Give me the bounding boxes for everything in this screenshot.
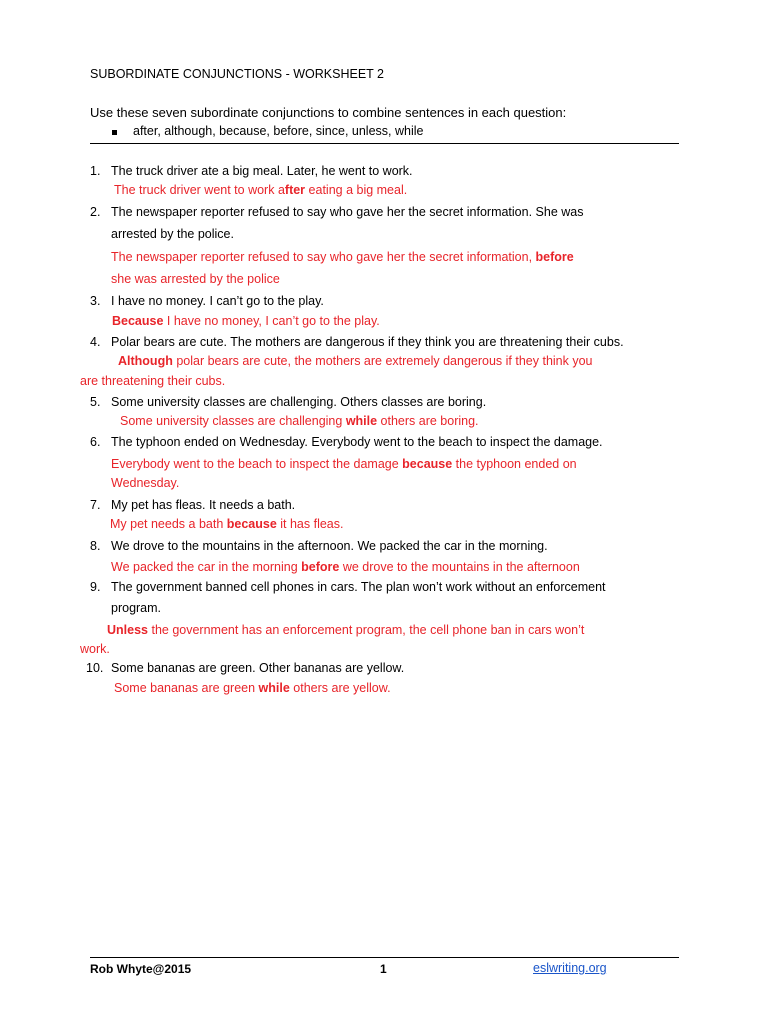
header-divider: [90, 143, 679, 144]
conjunction-list: after, although, because, before, since, unless, while: [133, 124, 424, 138]
answer-text: [111, 560, 580, 574]
answer-pre: The truck driver went to work a: [114, 183, 285, 197]
answer-pre: Some bananas are green: [114, 681, 259, 695]
answer-post: the typhoon ended on: [452, 457, 577, 471]
item-number: 2.: [90, 205, 101, 219]
item-number: 1.: [90, 164, 101, 178]
conjunction-highlight: fter: [284, 183, 306, 197]
item-number: 7.: [90, 498, 101, 512]
question-text: program.: [111, 601, 162, 615]
instructions: Use these seven subordinate conjunctions to combine sentences in each question:: [90, 105, 567, 120]
answer-pre: Some university classes are challenging: [120, 414, 346, 428]
conjunction-highlight: while: [345, 414, 378, 428]
answer-post: the government has an enforcement program, the cell phone ban in cars won’t: [148, 623, 585, 637]
footer-divider: [90, 957, 679, 958]
answer-pre: are threatening their cubs.: [80, 374, 226, 388]
answer-text: [107, 623, 584, 637]
answer-pre: Wednesday.: [111, 476, 180, 490]
question-text: We drove to the mountains in the afternoon. We packed the car in the morning.: [111, 539, 548, 553]
answer-text: [118, 354, 593, 368]
answer-post: I have no money, I can’t go to the play.: [163, 314, 380, 328]
answer-pre: work.: [80, 642, 110, 656]
answer-text: [80, 374, 225, 388]
site-link[interactable]: eslwriting.org: [533, 961, 607, 975]
answer-pre: Everybody went to the beach to inspect the damage: [111, 457, 403, 471]
bullet-icon: [112, 130, 117, 135]
conjunction-highlight: Unless: [107, 623, 148, 637]
question-text: arrested by the police.: [111, 227, 234, 241]
question-text: Polar bears are cute. The mothers are dangerous if they think you are threatening their cubs.: [111, 335, 624, 349]
answer-post: others are boring.: [377, 414, 479, 428]
conjunction-highlight: while: [258, 681, 290, 695]
answer-text: [120, 414, 479, 428]
answer-text: [110, 517, 343, 531]
answer-text: [111, 457, 577, 471]
answer-pre: We packed the car in the morning: [111, 560, 302, 574]
question-text: The newspaper reporter refused to say who gave her the secret information. She was: [111, 205, 584, 219]
answer-pre: The newspaper reporter refused to say who gave her the secret information,: [111, 250, 536, 264]
conjunction-highlight: because: [402, 457, 453, 471]
item-number: 10.: [86, 661, 104, 675]
answer-text: [80, 642, 110, 656]
footer-author: Rob Whyte@2015: [90, 962, 192, 976]
answer-text: [111, 272, 280, 286]
item-number: 6.: [90, 435, 101, 449]
answer-text: [114, 681, 391, 695]
answer-post: eating a big meal.: [305, 183, 408, 197]
item-number: 9.: [90, 580, 101, 594]
conjunction-highlight: before: [535, 250, 574, 264]
question-text: The typhoon ended on Wednesday. Everybody went to the beach to inspect the damage.: [111, 435, 603, 449]
question-text: My pet has fleas. It needs a bath.: [111, 498, 296, 512]
question-text: Some bananas are green. Other bananas are yellow.: [111, 661, 405, 675]
question-text: The truck driver ate a big meal. Later, he went to work.: [111, 164, 413, 178]
answer-pre: My pet needs a bath: [110, 517, 227, 531]
item-number: 5.: [90, 395, 101, 409]
item-number: 8.: [90, 539, 101, 553]
answer-post: polar bears are cute, the mothers are extremely dangerous if they think you: [172, 354, 593, 368]
item-number: 3.: [90, 294, 101, 308]
conjunction-highlight: before: [301, 560, 340, 574]
answer-text: [112, 314, 380, 328]
conjunction-highlight: Although: [118, 354, 173, 368]
answer-text: [114, 183, 407, 197]
answer-post: it has fleas.: [276, 517, 344, 531]
question-text: The government banned cell phones in cars. The plan won’t work without an enforcement: [111, 580, 606, 594]
answer-text: [111, 476, 179, 490]
item-number: 4.: [90, 335, 101, 349]
question-text: Some university classes are challenging. Others classes are boring.: [111, 395, 487, 409]
answer-text: [111, 250, 574, 264]
answer-pre: she was arrested by the police: [111, 272, 280, 286]
conjunction-highlight: Because: [112, 314, 164, 328]
answer-post: we drove to the mountains in the afternoon: [339, 560, 580, 574]
question-text: I have no money. I can’t go to the play.: [111, 294, 324, 308]
conjunction-highlight: because: [226, 517, 277, 531]
answer-post: others are yellow.: [289, 681, 391, 695]
worksheet-title: SUBORDINATE CONJUNCTIONS - WORKSHEET 2: [90, 67, 385, 81]
page-number: 1: [380, 962, 387, 976]
